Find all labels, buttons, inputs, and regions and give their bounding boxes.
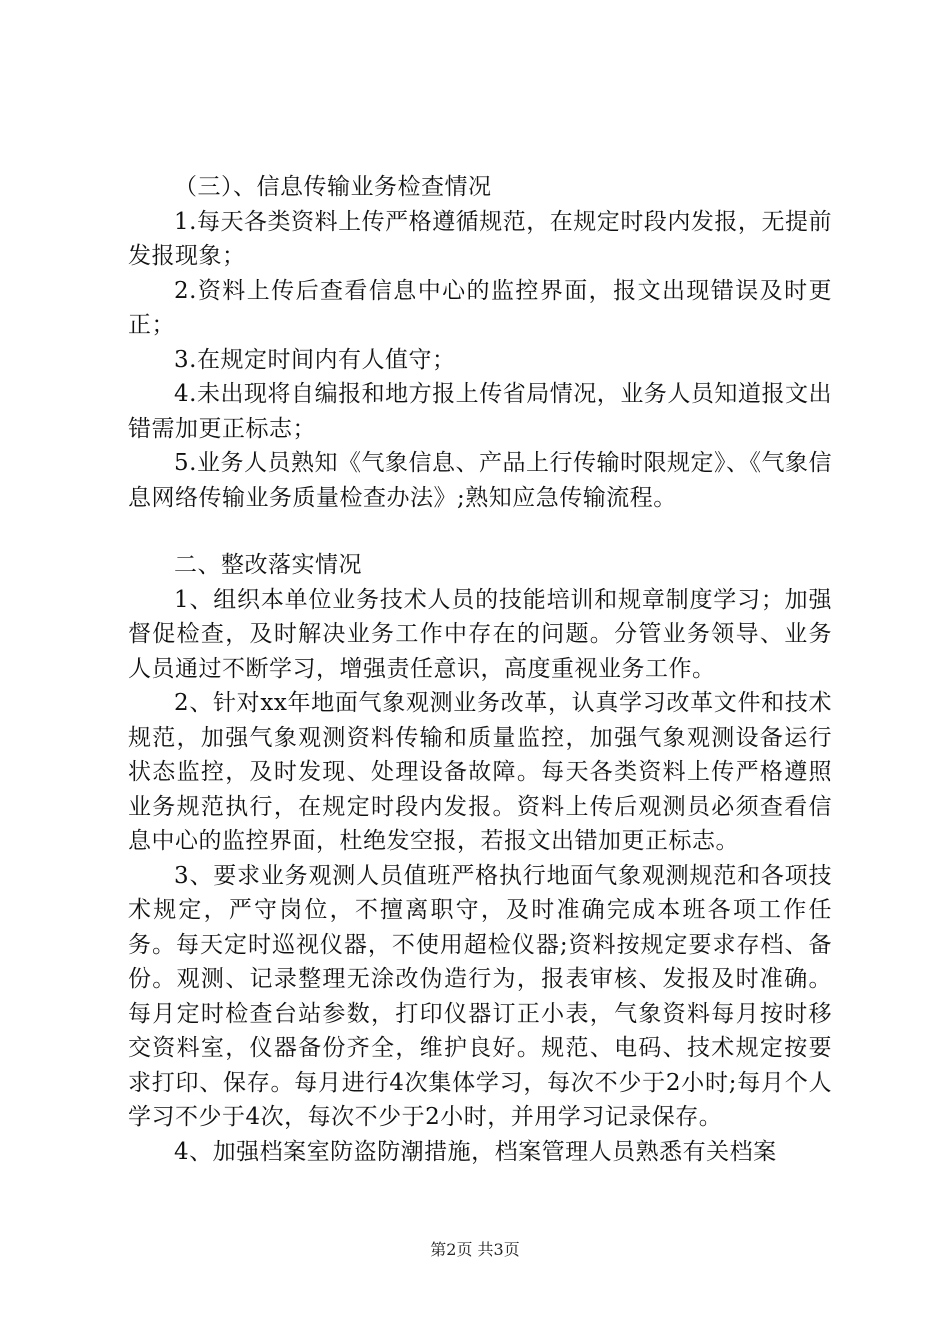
paragraph: 3.在规定时间内有人值守； [174, 346, 456, 373]
paragraph: 3、要求业务观测人员值班严格执行地面气象观测规范和各项技术规定，严守岗位，不擅离职守，及时准确完成本班各项工作任务。每天定时巡视仪器，不使用超检仪器;资料按规定要求存档、备份。观测、记录整理无涂改伪造行为，报表审核、发报及时准确。每月定时检查台站参数，打印仪器订正小表，气象资料每月按时移交资料室，仪器备份齐全，维护良好。规范、电码、技术规定按要求打印、保存。每月进行4次集体学习，每次不少于2小时;每月个人学习不少于4次，每次不少于2小时，并用学习记录保存。 [128, 862, 832, 1130]
paragraph: 2、针对xx年地面气象观测业务改革，认真学习改革文件和技术规范，加强气象观测资料传输和质量监控，加强气象观测设备运行状态监控，及时发现、处理设备故障。每天各类资料上传严格遵照业务规范执行，在规定时段内发报。资料上传后观测员必须查看信息中心的监控界面，杜绝发空报，若报文出错加更正标志。 [128, 690, 832, 854]
page-footer: 第2页 共3页 [430, 1240, 520, 1259]
section-heading-rectification: 二、整改落实情况 [174, 552, 362, 578]
paragraph: 4、加强档案室防盗防潮措施，档案管理人员熟悉有关档案 [174, 1138, 777, 1165]
paragraph: 4.未出现将自编报和地方报上传省局情况，业务人员知道报文出错需加更正标志； [128, 381, 832, 442]
paragraph: 1、组织本单位业务技术人员的技能培训和规章制度学习；加强督促检查，及时解决业务工作中存在的问题。分管业务领导、业务人员通过不断学习，增强责任意识，高度重视业务工作。 [128, 586, 832, 682]
paragraph: 5.业务人员熟知《气象信息、产品上行传输时限规定》、《气象信息网络传输业务质量检查办法》;熟知应急传输流程。 [128, 450, 832, 511]
paragraph: 2.资料上传后查看信息中心的监控界面，报文出现错误及时更正； [128, 277, 832, 338]
section-spacer [128, 515, 832, 548]
section-heading-info-transmission: （三）、信息传输业务检查情况 [174, 174, 492, 200]
paragraph: 1.每天各类资料上传严格遵循规范，在规定时段内发报，无提前发报现象； [128, 208, 832, 269]
document-body [128, 170, 832, 1169]
